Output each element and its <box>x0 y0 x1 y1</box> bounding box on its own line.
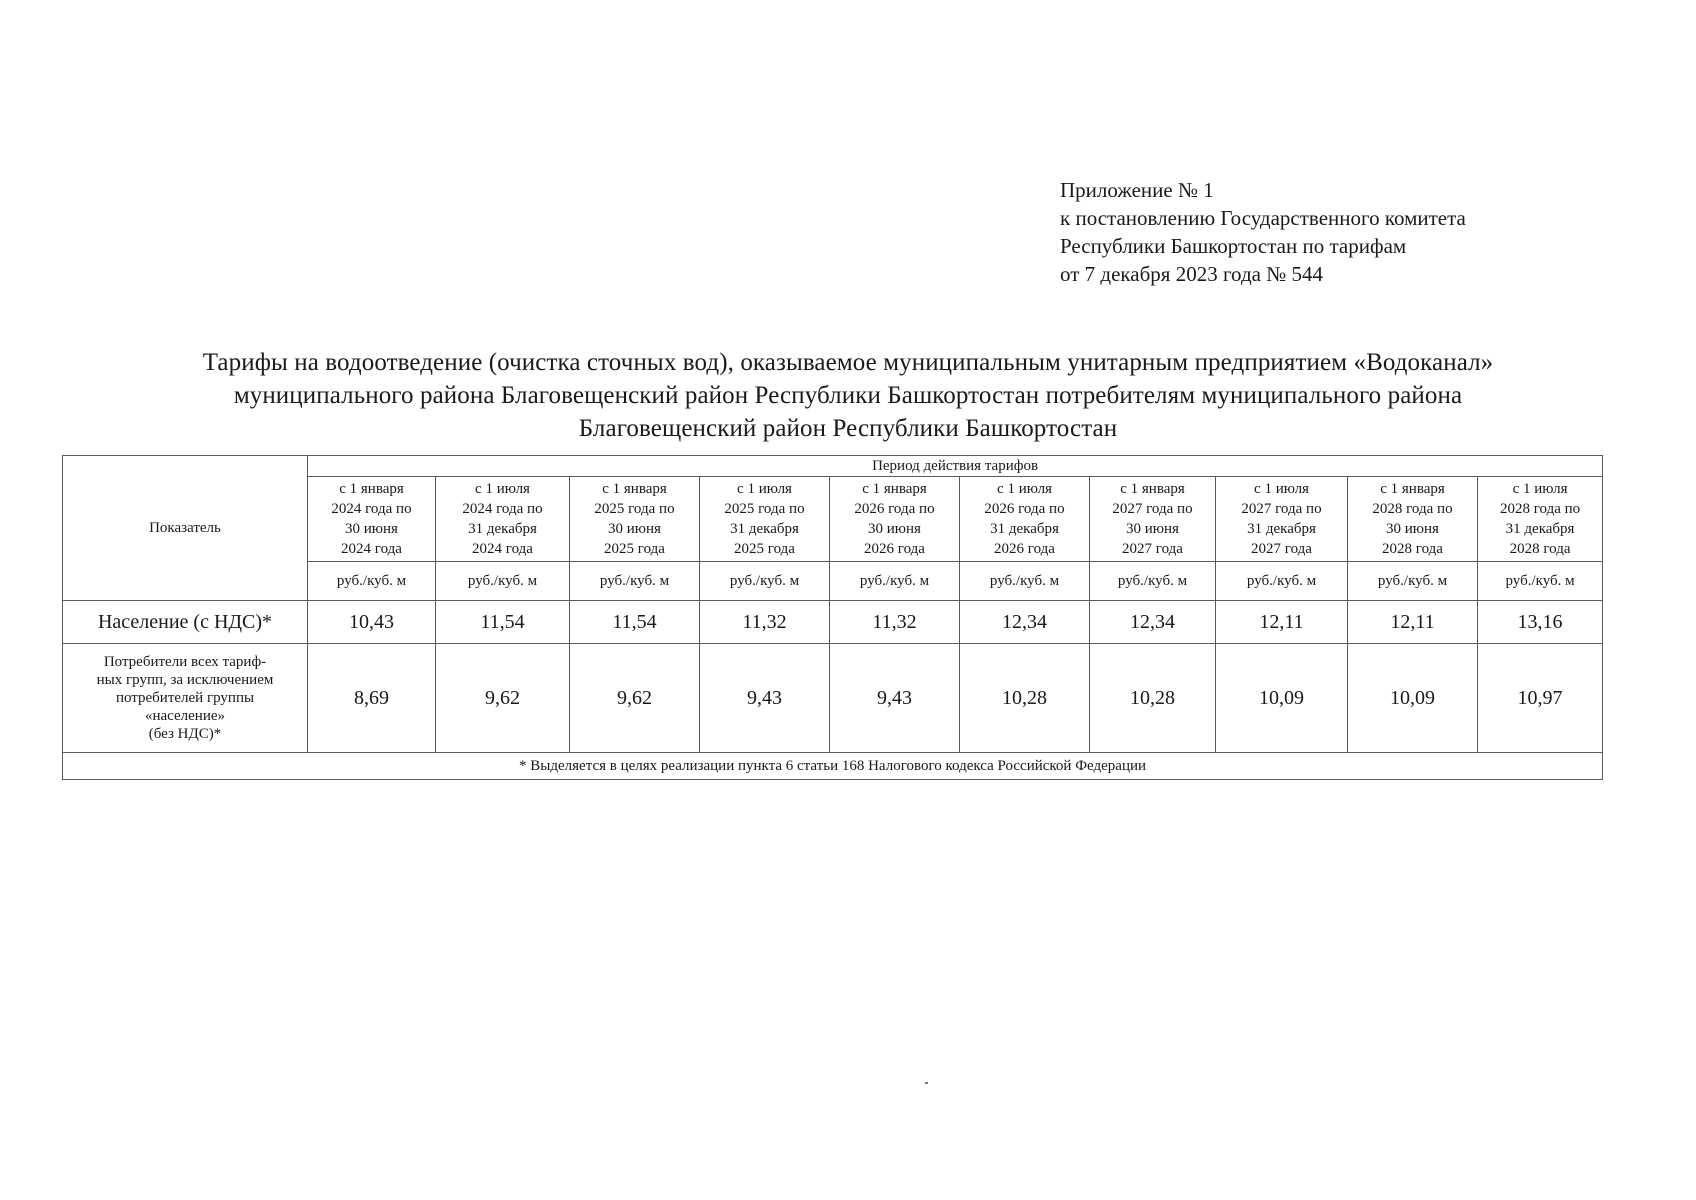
tariff-value: 10,97 <box>1478 644 1603 753</box>
period-cell: с 1 января 2027 года по 30 июня 2027 года <box>1090 477 1216 562</box>
scan-speck <box>925 1082 928 1084</box>
tariff-value: 10,43 <box>308 601 436 644</box>
tariff-value: 9,62 <box>570 644 700 753</box>
unit-cell: руб./куб. м <box>1090 562 1216 601</box>
document-title <box>60 346 1636 445</box>
period-cell: с 1 января 2025 года по 30 июня 2025 года <box>570 477 700 562</box>
title-line-3: Благовещенский район Республики Башкортостан <box>578 415 1118 442</box>
tariff-value: 12,11 <box>1348 601 1478 644</box>
annex-committee: Республики Башкортостан по тарифам <box>1060 234 1407 258</box>
row-label: Потребители всех тариф- ных групп, за исключением потребителей группы «население» (без НДС)* <box>63 644 308 753</box>
tariff-value: 13,16 <box>1478 601 1603 644</box>
period-cell: с 1 июля 2024 года по 31 декабря 2024 года <box>436 477 570 562</box>
tariff-value: 10,09 <box>1348 644 1478 753</box>
period-cell: с 1 июля 2025 года по 31 декабря 2025 года <box>700 477 830 562</box>
tariff-value: 11,32 <box>700 601 830 644</box>
period-cell: с 1 июля 2028 года по 31 декабря 2028 года <box>1478 477 1603 562</box>
title-line-2: муниципального района Благовещенский район Республики Башкортостан потребителям муниципального района <box>233 382 1463 409</box>
tariff-value: 11,54 <box>570 601 700 644</box>
unit-cell: руб./куб. м <box>830 562 960 601</box>
tariff-value: 12,34 <box>1090 601 1216 644</box>
tariff-value: 10,28 <box>960 644 1090 753</box>
period-cell: с 1 июля 2026 года по 31 декабря 2026 года <box>960 477 1090 562</box>
period-cell: с 1 июля 2027 года по 31 декабря 2027 года <box>1216 477 1348 562</box>
period-cell: с 1 января 2028 года по 30 июня 2028 года <box>1348 477 1478 562</box>
tariff-value: 11,32 <box>830 601 960 644</box>
header-row-period <box>63 456 1603 477</box>
unit-cell: руб./куб. м <box>1478 562 1603 601</box>
tariff-table <box>62 455 1603 780</box>
annex-date: от 7 декабря 2023 года № 544 <box>1060 262 1323 286</box>
title-line-1: Тарифы на водоотведение (очистка сточных вод), оказываемое муниципальным унитарным предприятием «Водоканал» <box>202 349 1494 376</box>
table-row-other-consumers <box>63 644 1603 753</box>
table-row-population <box>63 601 1603 644</box>
unit-cell: руб./куб. м <box>436 562 570 601</box>
tariff-value: 12,34 <box>960 601 1090 644</box>
footnote: * Выделяется в целях реализации пункта 6 статьи 168 Налогового кодекса Российской Федерации <box>63 753 1603 780</box>
row-label: Население (с НДС)* <box>63 601 308 644</box>
annex-number: Приложение № 1 <box>1060 178 1214 202</box>
unit-cell: руб./куб. м <box>308 562 436 601</box>
tariff-value: 8,69 <box>308 644 436 753</box>
unit-cell: руб./куб. м <box>1216 562 1348 601</box>
table-row-footnote <box>63 753 1603 780</box>
tariff-value: 10,09 <box>1216 644 1348 753</box>
annex-reference <box>1060 176 1466 288</box>
tariff-value: 12,11 <box>1216 601 1348 644</box>
period-header: Период действия тарифов <box>308 456 1603 477</box>
tariff-value: 11,54 <box>436 601 570 644</box>
indicator-header: Показатель <box>63 456 308 601</box>
unit-cell: руб./куб. м <box>570 562 700 601</box>
tariff-value: 9,62 <box>436 644 570 753</box>
period-cell: с 1 января 2024 года по 30 июня 2024 года <box>308 477 436 562</box>
tariff-value: 9,43 <box>700 644 830 753</box>
period-cell: с 1 января 2026 года по 30 июня 2026 года <box>830 477 960 562</box>
unit-cell: руб./куб. м <box>960 562 1090 601</box>
unit-cell: руб./куб. м <box>1348 562 1478 601</box>
unit-cell: руб./куб. м <box>700 562 830 601</box>
annex-resolution-ref: к постановлению Государственного комитета <box>1060 206 1466 230</box>
tariff-value: 10,28 <box>1090 644 1216 753</box>
tariff-value: 9,43 <box>830 644 960 753</box>
